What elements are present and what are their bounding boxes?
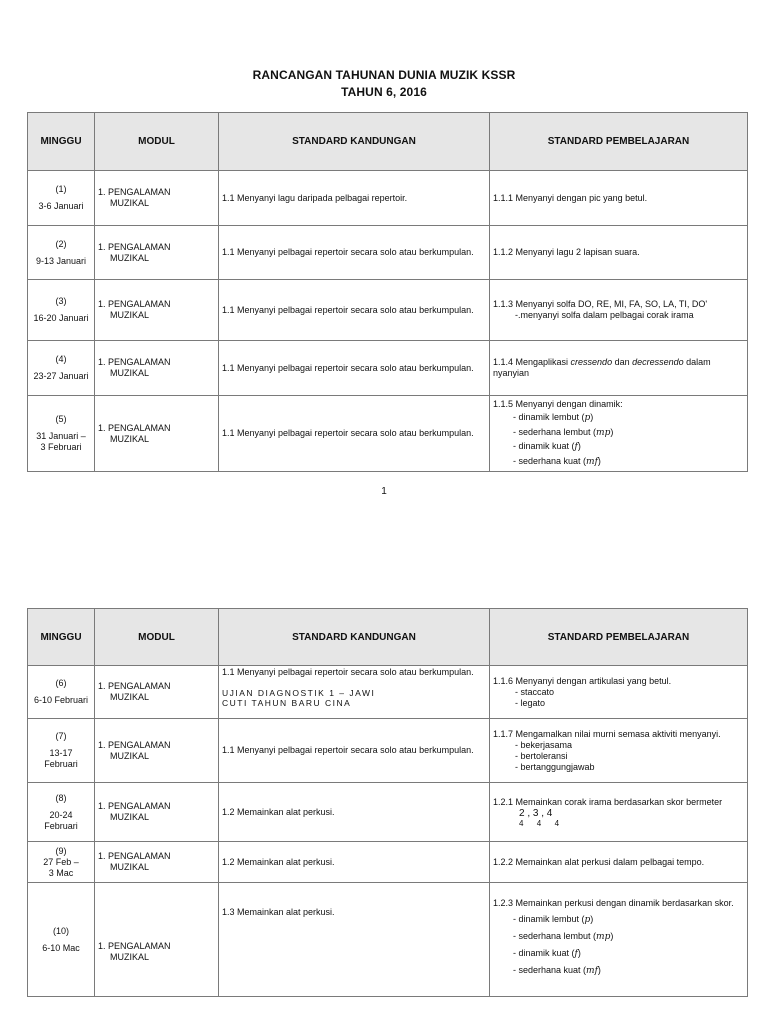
week-number: (1) (55, 184, 67, 194)
week-date: 6-10 Februari (33, 695, 89, 705)
dyn-label: - dinamik kuat ( (513, 948, 575, 958)
sp-text: 1.1.5 Menyanyi dengan dinamik: (493, 398, 623, 409)
week-date: 13-17 (49, 748, 73, 758)
table-row (28, 280, 748, 341)
dyn-end: ) (577, 948, 581, 958)
module-line2: MUZIKAL (110, 252, 150, 263)
note-exam: UJIAN DIAGNOSTIK 1 – JAWI (222, 688, 376, 698)
dyn-label: - dinamik kuat ( (513, 441, 575, 452)
sp-cell: 1.1.1 Menyanyi dengan pic yang betul. (490, 171, 748, 226)
sp-text: 1.1.3 Menyanyi solfa DO, RE, MI, FA, SO, LA, TI, DO' (493, 299, 708, 309)
dyn-symbol: mf (586, 966, 598, 976)
sp-subitem: - bertanggungjawab (515, 761, 595, 772)
week-cell (28, 171, 95, 226)
dyn-label: - sederhana lembut ( (513, 931, 597, 941)
dyn-symbol: mp (596, 932, 611, 942)
module-line1: 1. PENGALAMAN (98, 299, 171, 309)
module-cell (95, 171, 219, 226)
module-line1: 1. PENGALAMAN (98, 940, 171, 951)
module-line2: MUZIKAL (110, 750, 150, 761)
table-row (28, 226, 748, 280)
note-holiday: CUTI TAHUN BARU CINA (222, 698, 352, 708)
week-cell (28, 226, 95, 280)
dyn-label: - dinamik lembut ( (513, 914, 585, 924)
dyn-end: ) (577, 441, 581, 452)
sp-cell (490, 341, 748, 396)
module-line2: MUZIKAL (110, 692, 150, 702)
meter-numerators: 2 , 3 , 4 (519, 807, 553, 819)
sp-subitem: - bekerjasama (515, 739, 573, 750)
table-row (28, 842, 748, 883)
sk-cell: 1.3 Memainkan alat perkusi. (219, 883, 490, 997)
dynamic-item (493, 962, 744, 979)
dyn-symbol: p (584, 413, 591, 424)
module-line2: MUZIKAL (110, 433, 150, 444)
week-date: 3 Februari (40, 442, 82, 452)
dyn-end: ) (610, 426, 614, 437)
table-row (28, 666, 748, 719)
week-date: 16-20 Januari (33, 313, 89, 323)
document-title: RANCANGAN TAHUNAN DUNIA MUZIK KSSR (252, 68, 516, 82)
sk-cell: 1.1 Menyanyi lagu daripada pelbagai repertoir. (219, 171, 490, 226)
module-cell (95, 719, 219, 783)
page-number: 1 (381, 486, 387, 497)
week-cell (28, 280, 95, 341)
table-row (28, 171, 748, 226)
sp-cell: 1.2.2 Memainkan alat perkusi dalam pelbagai tempo. (490, 842, 748, 883)
week-cell (28, 666, 95, 719)
module-cell (95, 883, 219, 997)
sk-cell (219, 666, 490, 719)
week-date: 31 Januari – (36, 431, 86, 441)
sk-text: 1.1 Menyanyi pelbagai repertoir secara solo atau berkumpulan. (222, 667, 474, 677)
dyn-end: ) (597, 455, 601, 466)
module-line1: 1. PENGALAMAN (98, 187, 171, 197)
sp-cell (490, 396, 748, 472)
meter-denominators: 4 4 4 (519, 818, 560, 828)
week-number: (9) (55, 845, 67, 856)
week-number: (7) (55, 731, 67, 741)
col-header-modul: MODUL (95, 113, 219, 171)
sp-text: 1.1.4 Mengaplikasi (493, 357, 571, 367)
sp-text: 1.1.7 Mengamalkan nilai murni semasa aktiviti menyanyi. (493, 728, 721, 739)
sk-cell: 1.1 Menyanyi pelbagai repertoir secara solo atau berkumpulan. (219, 226, 490, 280)
sp-cell (490, 666, 748, 719)
document-subtitle: TAHUN 6, 2016 (341, 85, 427, 99)
col-header-minggu: MINGGU (28, 609, 95, 666)
module-line2: MUZIKAL (110, 951, 150, 962)
week-date: 27 Feb – (43, 856, 79, 867)
dyn-end: ) (597, 965, 601, 975)
week-number: (6) (55, 678, 67, 688)
dyn-end: ) (590, 914, 594, 924)
table-row (28, 341, 748, 396)
dyn-label: - sederhana kuat ( (513, 455, 587, 466)
dyn-label: - sederhana lembut ( (513, 426, 597, 437)
dynamic-item (493, 411, 744, 426)
week-date: Februari (44, 759, 78, 769)
sk-cell: 1.2 Memainkan alat perkusi. (219, 842, 490, 883)
week-date: 3-6 Januari (38, 201, 84, 211)
dyn-symbol: mp (596, 427, 611, 438)
module-line1: 1. PENGALAMAN (98, 739, 171, 750)
sp-cell (490, 719, 748, 783)
module-line1: 1. PENGALAMAN (98, 422, 171, 433)
sk-cell: 1.1 Menyanyi pelbagai repertoir secara solo atau berkumpulan. (219, 341, 490, 396)
week-number: (5) (55, 414, 67, 424)
dyn-label: - dinamik lembut ( (513, 412, 585, 423)
dyn-symbol: p (584, 915, 591, 925)
table-header-row (28, 609, 748, 666)
dynamic-item (493, 440, 744, 455)
module-cell (95, 341, 219, 396)
week-date: 20-24 (49, 809, 73, 820)
sp-cell (490, 883, 748, 997)
week-date: 6-10 Mac (42, 942, 80, 953)
module-line2: MUZIKAL (110, 310, 150, 320)
sp-cell: 1.1.2 Menyanyi lagu 2 lapisan suara. (490, 226, 748, 280)
sp-text: dalam nyanyian (493, 357, 711, 378)
col-header-modul: MODUL (95, 609, 219, 666)
week-date: 3 Mac (48, 867, 74, 878)
sk-cell: 1.1 Menyanyi pelbagai repertoir secara solo atau berkumpulan. (219, 280, 490, 341)
dynamic-item (493, 945, 744, 962)
dyn-symbol: f (574, 949, 578, 959)
table-row (28, 396, 748, 472)
week-number: (10) (52, 925, 69, 936)
module-line2: MUZIKAL (110, 862, 150, 872)
week-number: (3) (55, 296, 67, 306)
sp-text: 1.1.6 Menyanyi dengan artikulasi yang betul. (493, 675, 672, 686)
module-line1: 1. PENGALAMAN (98, 801, 171, 811)
sp-subitem: - legato (515, 697, 546, 708)
table-row (28, 783, 748, 842)
week-number: (4) (55, 354, 67, 364)
dynamic-item (493, 426, 744, 441)
sp-text: 1.2.3 Memainkan perkusi dengan dinamik berdasarkan skor. (493, 898, 734, 908)
col-header-sk: STANDARD KANDUNGAN (219, 113, 490, 171)
col-header-sp: STANDARD PEMBELAJARAN (490, 609, 748, 666)
module-cell (95, 783, 219, 842)
sp-subitem: - staccato (515, 686, 555, 697)
module-cell (95, 226, 219, 280)
module-line1: 1. PENGALAMAN (98, 851, 171, 861)
table-row (28, 719, 748, 783)
module-cell (95, 396, 219, 472)
week-cell (28, 719, 95, 783)
week-date: 9-13 Januari (35, 255, 87, 266)
dynamic-item (493, 911, 744, 928)
module-line2: MUZIKAL (110, 198, 150, 208)
week-cell (28, 783, 95, 842)
dyn-symbol: mf (586, 456, 598, 467)
sp-cell (490, 783, 748, 842)
module-line2: MUZIKAL (110, 812, 150, 822)
sp-text: 1.2.1 Memainkan corak irama berdasarkan skor bermeter (493, 796, 723, 807)
sk-cell: 1.1 Menyanyi pelbagai repertoir secara solo atau berkumpulan. (219, 396, 490, 472)
col-header-sk: STANDARD KANDUNGAN (219, 609, 490, 666)
module-line1: 1. PENGALAMAN (98, 357, 171, 367)
dyn-symbol: f (574, 442, 578, 453)
module-cell (95, 842, 219, 883)
dyn-end: ) (590, 412, 594, 423)
week-date: Februari (44, 820, 78, 831)
table-row (28, 883, 748, 997)
plan-table-page1 (27, 112, 748, 472)
dyn-end: ) (610, 931, 614, 941)
week-cell (28, 883, 95, 997)
week-cell (28, 341, 95, 396)
module-line1: 1. PENGALAMAN (98, 681, 171, 691)
sp-italic-term: decressendo (632, 357, 684, 367)
week-date: 23-27 Januari (33, 371, 89, 381)
sp-text: dan (612, 357, 633, 367)
dyn-label: - sederhana kuat ( (513, 965, 587, 975)
sk-cell: 1.1 Menyanyi pelbagai repertoir secara solo atau berkumpulan. (219, 719, 490, 783)
week-number: (8) (55, 792, 67, 803)
module-cell (95, 280, 219, 341)
col-header-sp: STANDARD PEMBELAJARAN (490, 113, 748, 171)
sp-subitem: - bertoleransi (515, 750, 568, 761)
sp-cell (490, 280, 748, 341)
sp-subtext: -.menyanyi solfa dalam pelbagai corak irama (515, 310, 694, 320)
dynamic-item (493, 455, 744, 470)
module-cell (95, 666, 219, 719)
week-cell (28, 842, 95, 883)
plan-table-page2 (27, 608, 748, 997)
week-cell (28, 396, 95, 472)
module-line1: 1. PENGALAMAN (98, 241, 171, 252)
dynamic-item (493, 928, 744, 945)
table-header-row (28, 113, 748, 171)
col-header-minggu: MINGGU (28, 113, 95, 171)
module-line2: MUZIKAL (110, 368, 150, 378)
week-number: (2) (55, 238, 67, 249)
sk-cell: 1.2 Memainkan alat perkusi. (219, 783, 490, 842)
sp-italic-term: cressendo (570, 357, 613, 367)
